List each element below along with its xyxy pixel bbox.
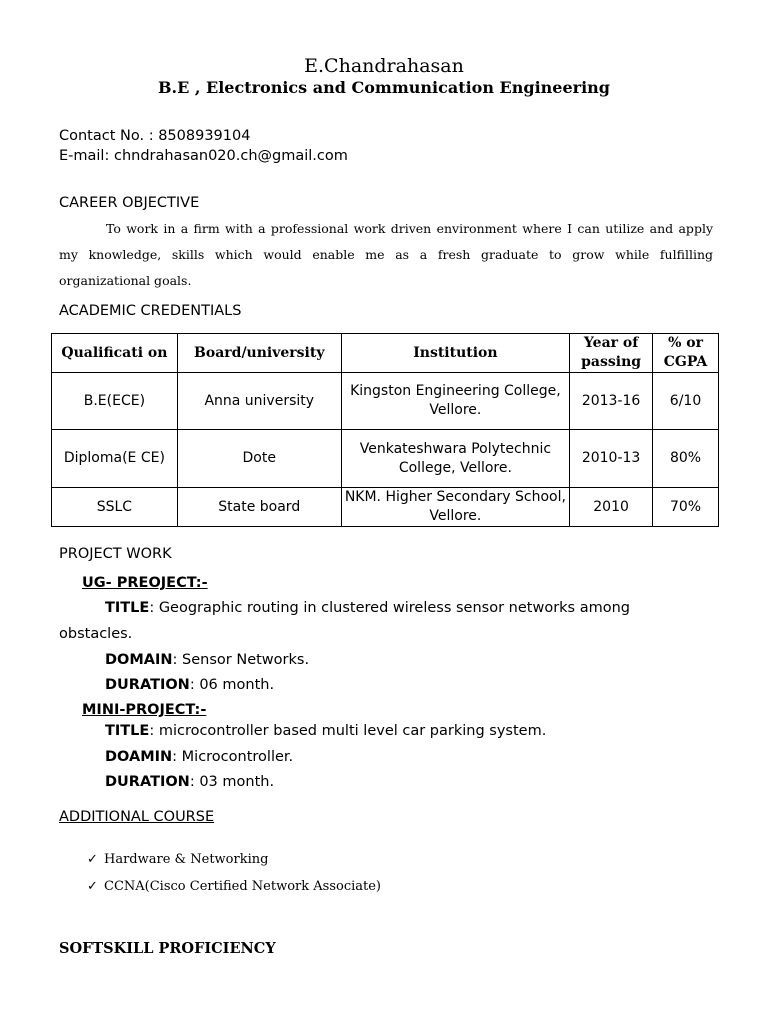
- column-header-year: Year of passing: [570, 334, 653, 373]
- additional-course-heading: ADDITIONAL COURSE: [59, 809, 215, 825]
- cell-year: 2010: [570, 488, 653, 527]
- table-row: [52, 373, 719, 430]
- cell-board: State board: [177, 488, 341, 527]
- ug-title-continuation: obstacles.: [59, 626, 133, 642]
- mini-duration-value: : 03 month.: [189, 774, 275, 790]
- ug-domain-label: DOMAIN: [105, 652, 173, 668]
- mini-domain-line: [105, 749, 293, 765]
- degree-line: B.E , Electronics and Communication Engineering: [158, 78, 610, 97]
- mini-title-label: TITLE: [105, 723, 150, 739]
- cell-institution: Venkateshwara Polytechnic College, Vellore.: [341, 430, 569, 488]
- checkmark-icon: ✓: [87, 879, 98, 894]
- cell-year: 2013-16: [570, 373, 653, 430]
- phone-label: Contact No. :: [59, 128, 154, 144]
- cell-institution: Kingston Engineering College, Vellore.: [341, 373, 569, 430]
- ug-title-value: : Geographic routing in clustered wireless sensor networks among: [149, 600, 630, 616]
- cell-score: 80%: [653, 430, 719, 488]
- career-objective-text: To work in a firm with a professional work driven environment where I can utilize and apply my knowledge, skills which would enable me as a fresh graduate to grow while fulfilling organizational goals.: [59, 221, 713, 288]
- cell-score: 70%: [653, 488, 719, 527]
- project-work-heading: PROJECT WORK: [59, 546, 172, 562]
- cell-institution: NKM. Higher Secondary School, Vellore.: [341, 488, 569, 527]
- ug-duration-line: [105, 677, 274, 693]
- mini-duration-line: [105, 774, 274, 790]
- cell-board: Anna university: [177, 373, 341, 430]
- ug-title-line: [105, 600, 630, 616]
- contact-phone-line: [59, 128, 250, 144]
- column-header-qualification: Qualificati on: [52, 334, 178, 373]
- course-item-text: Hardware & Networking: [104, 852, 269, 867]
- ug-duration-label: DURATION: [105, 677, 190, 693]
- cell-year: 2010-13: [570, 430, 653, 488]
- ug-project-label: UG- PREOJECT:-: [82, 575, 208, 591]
- career-objective-heading: CAREER OBJECTIVE: [59, 195, 200, 211]
- list-item: [87, 852, 268, 867]
- email-address: chndrahasan020.ch@gmail.com: [113, 148, 348, 164]
- email-label: E-mail:: [59, 148, 110, 164]
- mini-project-label: MINI-PROJECT:-: [82, 702, 207, 718]
- mini-domain-label: DOAMIN: [105, 749, 173, 765]
- candidate-name: E.Chandrahasan: [304, 55, 464, 77]
- column-header-score: % or CGPA: [653, 334, 719, 373]
- list-item: [87, 879, 381, 894]
- checkmark-icon: ✓: [87, 852, 98, 867]
- course-item-text: CCNA(Cisco Certified Network Associate): [104, 879, 382, 894]
- cell-qualification: B.E(ECE): [52, 373, 178, 430]
- softskill-heading: SOFTSKILL PROFICIENCY: [59, 940, 276, 957]
- table-row: [52, 430, 719, 488]
- ug-duration-value: : 06 month.: [189, 677, 275, 693]
- table-header-row: [52, 334, 719, 373]
- ug-domain-line: [105, 652, 309, 668]
- cell-score: 6/10: [653, 373, 719, 430]
- column-header-board: Board/university: [177, 334, 341, 373]
- cell-board: Dote: [177, 430, 341, 488]
- academic-heading: ACADEMIC CREDENTIALS: [59, 303, 242, 319]
- cell-qualification: Diploma(E CE): [52, 430, 178, 488]
- mini-duration-label: DURATION: [105, 774, 190, 790]
- phone-number: 8508939104: [158, 128, 251, 144]
- mini-title-line: [105, 723, 546, 739]
- table-row: [52, 488, 719, 527]
- contact-email-line: [59, 148, 348, 164]
- ug-title-label: TITLE: [105, 600, 150, 616]
- column-header-institution: Institution: [341, 334, 569, 373]
- cell-qualification: SSLC: [52, 488, 178, 527]
- academic-table: [51, 333, 719, 527]
- ug-domain-value: : Sensor Networks.: [172, 652, 310, 668]
- mini-title-value: : microcontroller based multi level car parking system.: [149, 723, 547, 739]
- mini-domain-value: : Microcontroller.: [172, 749, 294, 765]
